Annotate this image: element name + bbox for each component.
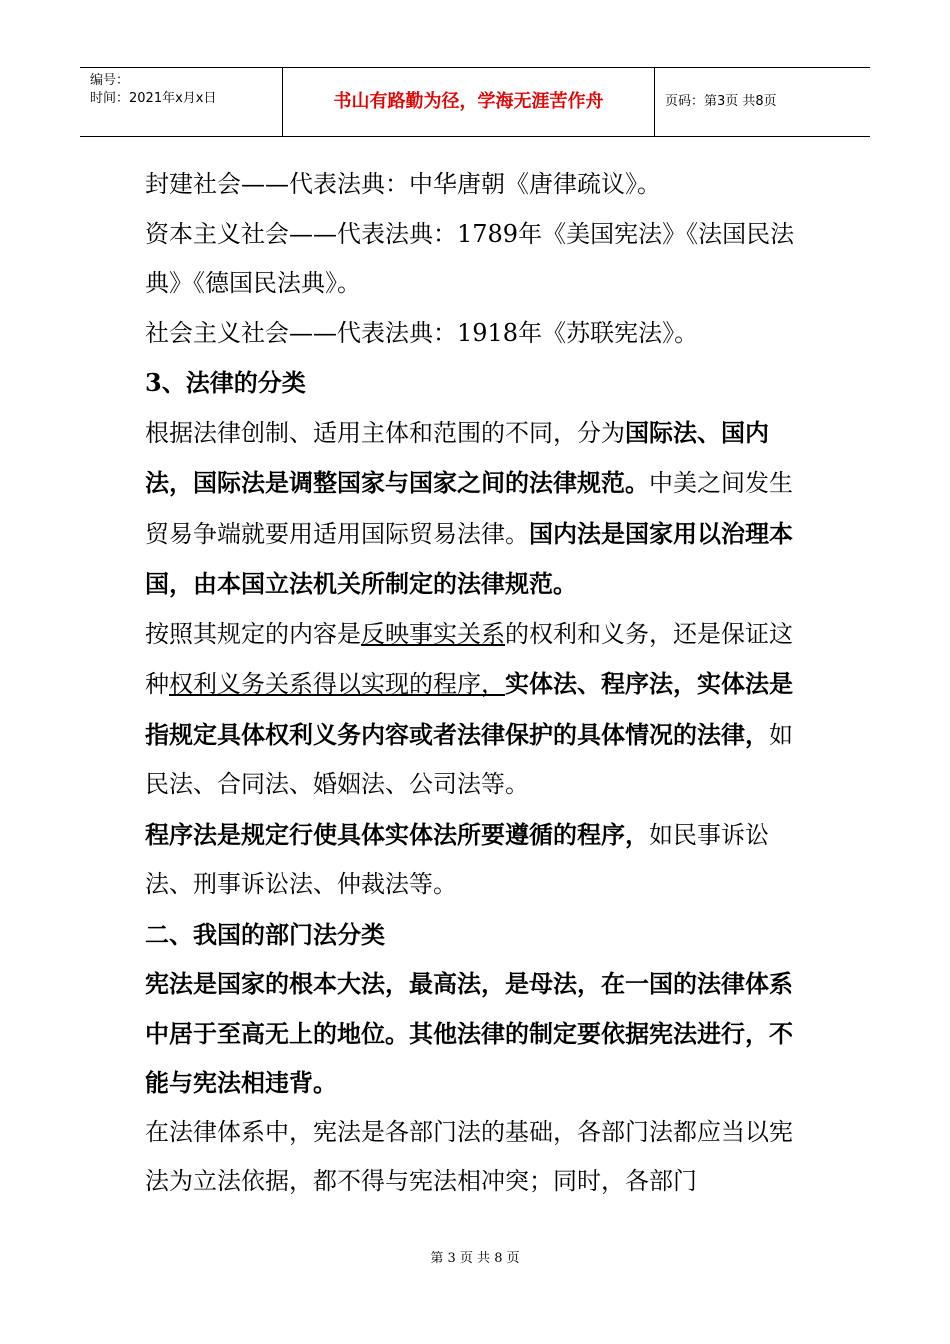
paragraph: 封建社会——代表法典：中华唐朝《唐律疏议》。 [145, 170, 661, 198]
text-run: 的权利和义务，还是保证这种 [145, 619, 793, 698]
text-run: 按照其规定的内容是 [145, 619, 361, 648]
paragraph: 宪法是国家的根本大法，最高法，是母法，在一国的法律体系中居于至高无上的地位。其他法律的制定要依据宪法进行，不能与宪法相违背。 [145, 969, 793, 1097]
header-number: 编号： [90, 73, 130, 88]
document-body [145, 160, 810, 1207]
page-footer: 第 3 页 共 8 页 [430, 1251, 520, 1266]
text-run: 如民事诉讼法、刑事诉讼法、仲裁法等。 [145, 820, 769, 898]
paragraph [145, 810, 810, 910]
header-date: 时间：2021年x月x日 [90, 91, 217, 106]
header-meta [80, 68, 283, 136]
bold-text: 国内法是国家用以治理本国，由本国立法机关所制定的法律规范。 [145, 518, 793, 598]
text-run: 如民法、合同法、婚姻法、公司法等。 [145, 720, 793, 798]
underlined-text: 权利义务关系得以实现的程序， [169, 670, 505, 698]
bold-text: 国际法、国内法，国际法是调整国家与国家之间的法律规范。 [145, 417, 769, 497]
section-heading: 3、法律的分类 [145, 368, 306, 397]
paragraph [145, 610, 810, 810]
paragraph: 在法律体系中，宪法是各部门法的基础，各部门法都应当以宪法为立法依据，都不得与宪法相冲突；同时，各部门 [145, 1117, 793, 1195]
text-run: 根据法律创制、适用主体和范围的不同，分为 [145, 418, 625, 447]
paragraph: 资本主义社会——代表法典：1789年《美国宪法》《法国民法典》《德国民法典》。 [145, 219, 795, 297]
page-header [80, 67, 870, 137]
section-heading: 二、我国的部门法分类 [145, 919, 385, 949]
bold-text: 程序法是规定行使具体实体法所要遵循的程序， [145, 819, 649, 849]
header-page-number: 页码：第3页 共8页 [665, 94, 777, 109]
paragraph [145, 408, 810, 610]
header-motto: 书山有路勤为径，学海无涯苦作舟 [283, 68, 655, 136]
text-run: 中美之间发生贸易争端就要用适用国际贸易法律。 [145, 469, 793, 548]
bold-text: 实体法、程序法，实体法是指规定具体权利义务内容或者法律保护的具体情况的法律， [145, 669, 793, 749]
paragraph: 社会主义社会——代表法典：1918年《苏联宪法》。 [145, 318, 699, 347]
underlined-text: 反映事实关系 [361, 619, 505, 648]
